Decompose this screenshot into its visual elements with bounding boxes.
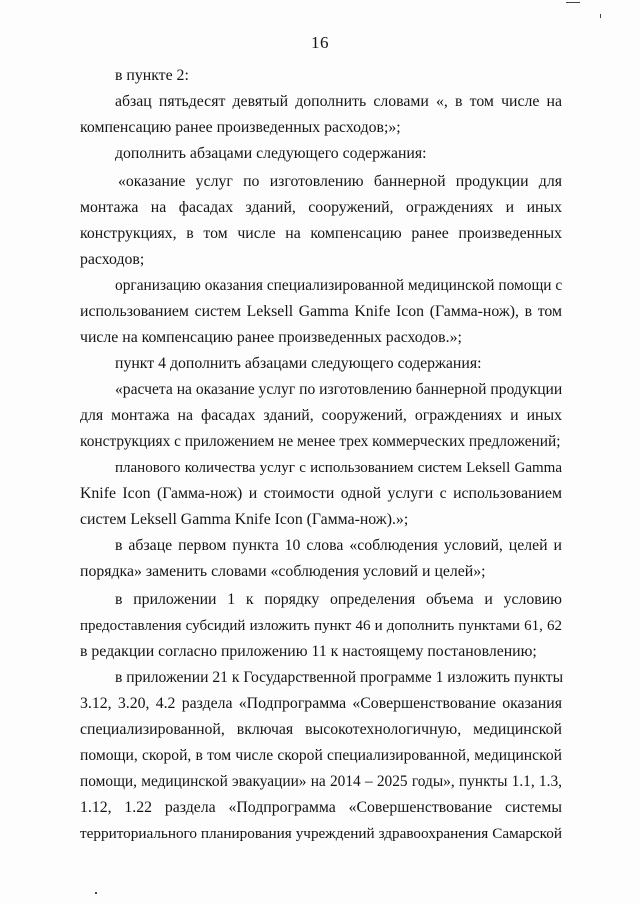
text-line: 1.12, 1.22 раздела «Подпрограмма «Совершенствование системы [80,799,562,816]
text-line: конструкциях с приложением не менее трех коммерческих предложений; [80,433,561,450]
text-line: числе на компенсацию ранее произведенных расходов.»; [80,329,462,346]
text-line: 3.12, 3.20, 4.2 раздела «Подпрограмма «Совершенствование оказания [80,695,562,712]
text-line: систем Leksell Gamma Knife Icon (Гамма-нож).»; [80,511,409,528]
text-line: абзац пятьдесят девятый дополнить словами «, в том числе на [115,93,562,110]
text-line: конструкциях, в том числе на компенсацию ранее произведенных [80,225,562,242]
text-line: в приложении 1 к порядку определения объема и условию [115,591,562,608]
scan-artifact-top [566,2,580,3]
text-line: монтажа на фасадах зданий, сооружений, ограждениях и иных [80,199,562,216]
text-line: планового количества услуг с использованием систем Leksell Gamma [115,460,562,476]
text-line: специализированной, включая высокотехнологичную, медицинской [80,721,562,738]
text-line: в абзаце первом пункта 10 слова «соблюдения условий, целей и [115,537,562,554]
text-line: предоставления субсидий изложить пункт 46 и дополнить пунктами 61, 62 [80,618,562,634]
text-line: помощи, медицинской эвакуации» на 2014 – 2025 годы», пункты 1.1, 1.3, [80,773,562,790]
text-line: организацию оказания специализированной медицинской помощи с [115,277,563,294]
text-line: для монтажа на фасадах зданий, сооружений, ограждениях и иных [80,407,562,424]
text-line: использованием систем Leksell Gamma Knife Icon (Гамма-нож), в том [80,303,562,320]
text-line: Knife Icon (Гамма-нож) и стоимости одной услуги с использованием [80,485,562,502]
text-line: в редакции согласно приложению 11 к настоящему постановлению; [80,643,537,660]
text-line: компенсацию ранее произведенных расходов;»; [80,119,401,136]
scan-artifact-corner [600,14,601,18]
text-line: территориального планирования учреждений здравоохранения Самарской [80,825,562,842]
text-line: дополнить абзацами следующего содержания: [115,145,427,162]
page-number: 16 [311,33,329,52]
text-line: «расчета на оказание услуг по изготовлению баннерной продукции [115,381,563,398]
text-line: помощи, скорой, в том числе скорой специализированной, медицинской [80,747,562,764]
scan-artifact-bottom [95,892,97,894]
text-line: «оказание услуг по изготовлению баннерной продукции для [118,173,562,190]
text-line: в пункте 2: [115,67,189,84]
text-line: порядка» заменить словами «соблюдения условий и целей»; [80,563,486,580]
text-line: пункт 4 дополнить абзацами следующего содержания: [115,355,482,372]
text-line: в приложении 21 к Государственной программе 1 изложить пункты [115,669,564,686]
text-line: расходов; [80,251,145,268]
